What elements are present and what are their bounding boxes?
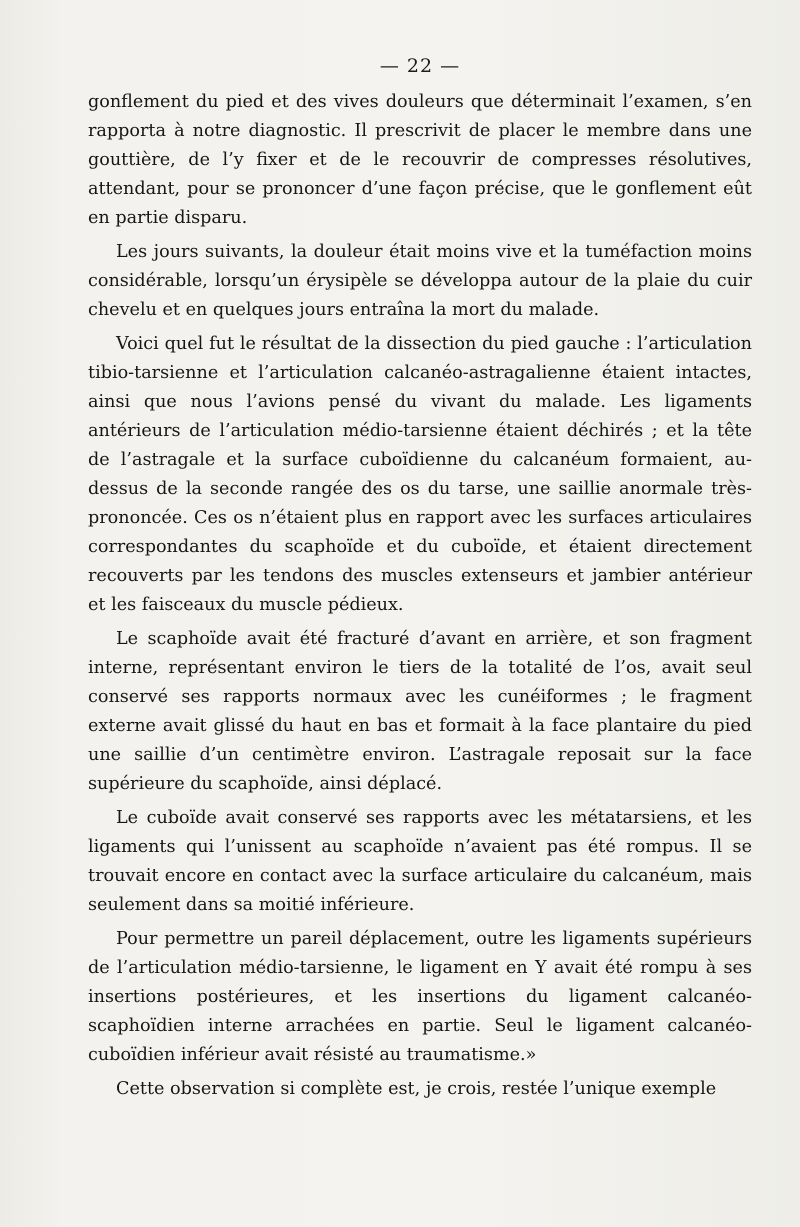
paragraph-2: Les jours suivants, la douleur était moins vive et la tuméfaction moins considérable, lorsqu’un érysipèle se développa autour de la plaie du cuir chevelu et en quelques jours entraîna la mort du malade.	[88, 242, 752, 320]
body-text	[88, 88, 752, 1109]
paragraph-1: gonflement du pied et des vives douleurs que déterminait l’examen, s’en rapporta à notre diagnostic. Il prescrivit de placer le membre dans une gouttière, de l’y fixer et de le recouvrir de compresses résolutives, attendant, pour se prononcer d’une façon précise, que le gonflement eût en partie disparu.	[88, 92, 752, 228]
paragraph-4: Le scaphoïde avait été fracturé d’avant en arrière, et son fragment interne, représentant environ le tiers de la totalité de l’os, avait seul conservé ses rapports normaux avec les cunéiformes ; le fragment externe avait glissé du haut en bas et formait à la face plantaire du pied une saillie d’un centimètre environ. L’astragale reposait sur la face supérieure du scaphoïde, ainsi déplacé.	[88, 629, 752, 794]
paragraph-7: Cette observation si complète est, je crois, restée l’unique exemple	[116, 1079, 717, 1099]
paragraph-5: Le cuboïde avait conservé ses rapports avec les métatarsiens, et les ligaments qui l’unissent au scaphoïde n’avaient pas été rompus. Il se trouvait encore en contact avec la surface articulaire du calcanéum, mais seulement dans sa moitié inférieure.	[88, 808, 752, 915]
paragraph-3: Voici quel fut le résultat de la dissection du pied gauche : l’articulation tibio-tarsienne et l’articulation calcanéo-astragalienne étaient intactes, ainsi que nous l’avions pensé du vivant du malade. Les ligaments antérieurs de l’articulation médio-tarsienne étaient déchirés ; et la tête de l’astragale et la surface cuboïdienne du calcanéum formaient, au-dessus de la seconde rangée des os du tarse, une saillie anormale très-prononcée. Ces os n’étaient plus en rapport avec les surfaces articulaires correspondantes du scaphoïde et du cuboïde, et étaient directement recouverts par les tendons des muscles extenseurs et jambier antérieur et les faisceaux du muscle pédieux.	[88, 334, 752, 615]
paragraph-6: Pour permettre un pareil déplacement, outre les ligaments supérieurs de l’articulation médio-tarsienne, le ligament en Y avait été rompu à ses insertions postérieures, et les insertions du ligament calcanéo-scaphoïdien interne arrachées en partie. Seul le ligament calcanéo-cuboïdien inférieur avait résisté au traumatisme.»	[88, 929, 752, 1065]
page-number: — 22 —	[379, 55, 461, 77]
